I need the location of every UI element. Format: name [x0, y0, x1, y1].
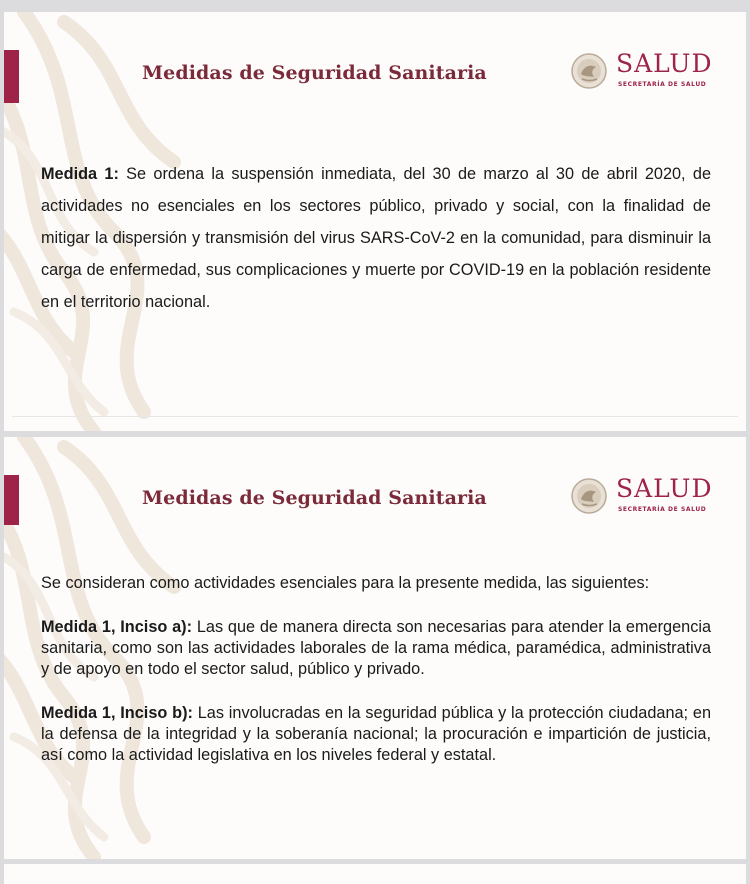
accent-bar: [4, 50, 19, 103]
logo-word: SALUD: [616, 474, 713, 503]
inciso-text: Las que de manera directa son necesarias para atender la emergencia sanitaria, como son las actividades laborales de la rama médica, paramédica, administrativa y de apoyo en todo el sector salud, público y privado.: [41, 618, 712, 678]
medida-label: Medida 1:: [41, 165, 119, 183]
accent-bar: [4, 475, 19, 525]
inciso-label: Medida 1, Inciso b):: [41, 704, 193, 722]
salud-logo: [570, 50, 722, 96]
salud-logo: [570, 475, 722, 521]
medida-text: Se ordena la suspensión inmediata, del 30 de marzo al 30 de abril 2020, de actividades no esenciales en los sectores público, privado y social, con la finalidad de mitigar la dispersión y transmisión del virus SARS-CoV-2 en la comunidad, para disminuir la carga de enfermedad, sus complicaciones y muerte por COVID-19 en la población residente en el territorio nacional.: [41, 165, 711, 311]
inciso-a-paragraph: [41, 617, 711, 680]
intro-paragraph: Se consideran como actividades esenciales para la presente medida, las siguientes:: [41, 574, 650, 592]
logo-subtitle: SECRETARÍA DE SALUD: [618, 506, 707, 513]
slide-3-partial: [4, 864, 746, 884]
eagle-seal-icon: [570, 52, 608, 90]
logo-word: SALUD: [616, 49, 713, 78]
eagle-seal-icon: [570, 477, 608, 515]
inciso-b-paragraph: [41, 703, 711, 766]
inciso-label: Medida 1, Inciso a):: [41, 618, 193, 636]
medida-1-paragraph: [41, 158, 711, 318]
divider: [12, 416, 738, 417]
slide-2: [4, 437, 746, 859]
slide-title: Medidas de Seguridad Sanitaria: [142, 62, 487, 84]
slide-title: Medidas de Seguridad Sanitaria: [142, 487, 487, 509]
slide-1: [4, 12, 746, 431]
inciso-text: Las involucradas en la seguridad pública y la protección ciudadana; en la defensa de la integridad y la soberanía nacional; la procuración e impartición de justicia, así como la actividad legislativa en los niveles federal y estatal.: [41, 704, 711, 764]
logo-subtitle: SECRETARÍA DE SALUD: [618, 81, 707, 88]
